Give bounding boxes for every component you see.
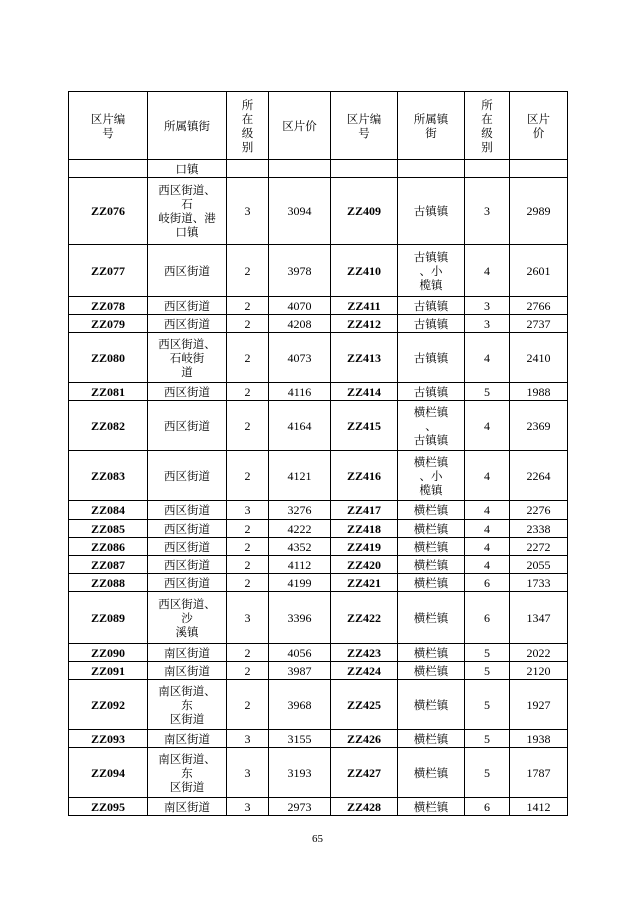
level-cell: 3 — [227, 798, 269, 816]
town-cell-2: 横栏镇 — [398, 556, 465, 574]
zone-id-cell: ZZ092 — [69, 680, 148, 730]
header-level-2: 所 在 级 别 — [465, 92, 510, 160]
town-cell: 南区街道 — [148, 730, 227, 748]
zone-id-cell: ZZ080 — [69, 333, 148, 383]
level-cell: 2 — [227, 556, 269, 574]
town-cell-2: 横栏镇 — [398, 662, 465, 680]
level-cell: 2 — [227, 451, 269, 501]
zone-id-cell: ZZ077 — [69, 245, 148, 297]
table-row — [69, 556, 568, 574]
price-cell-2: 2766 — [510, 297, 568, 315]
price-cell: 4199 — [269, 574, 331, 592]
zone-id-cell-2: ZZ420 — [331, 556, 398, 574]
zone-id-cell-2: ZZ422 — [331, 592, 398, 644]
zone-id-cell-2: ZZ423 — [331, 644, 398, 662]
continuation-cell — [269, 160, 331, 178]
price-cell: 2973 — [269, 798, 331, 816]
price-cell-2: 2338 — [510, 520, 568, 538]
zone-id-cell-2: ZZ418 — [331, 520, 398, 538]
level-cell: 2 — [227, 680, 269, 730]
zone-id-cell: ZZ087 — [69, 556, 148, 574]
price-cell: 4116 — [269, 383, 331, 401]
level-cell: 2 — [227, 644, 269, 662]
town-cell-2: 横栏镇 — [398, 798, 465, 816]
price-cell-2: 2369 — [510, 401, 568, 451]
table-row — [69, 748, 568, 798]
price-cell: 3193 — [269, 748, 331, 798]
town-cell: 西区街道 — [148, 574, 227, 592]
town-cell-2: 古镇镇 — [398, 333, 465, 383]
level-cell: 2 — [227, 520, 269, 538]
price-cell: 4073 — [269, 333, 331, 383]
level-cell-2: 5 — [465, 730, 510, 748]
price-cell-2: 1988 — [510, 383, 568, 401]
price-cell: 3276 — [269, 501, 331, 520]
price-cell-2: 2601 — [510, 245, 568, 297]
price-cell: 4164 — [269, 401, 331, 451]
zone-id-cell-2: ZZ414 — [331, 383, 398, 401]
table-row — [69, 401, 568, 451]
table-row — [69, 662, 568, 680]
table-row — [69, 574, 568, 592]
zone-id-cell-2: ZZ411 — [331, 297, 398, 315]
town-cell-2: 古镇镇 — [398, 297, 465, 315]
level-cell-2: 4 — [465, 245, 510, 297]
price-cell: 4208 — [269, 315, 331, 333]
town-cell: 西区街道 — [148, 556, 227, 574]
price-cell-2: 2264 — [510, 451, 568, 501]
zone-id-cell: ZZ093 — [69, 730, 148, 748]
town-cell: 西区街道 — [148, 401, 227, 451]
level-cell: 2 — [227, 538, 269, 556]
level-cell-2: 6 — [465, 574, 510, 592]
price-cell-2: 1787 — [510, 748, 568, 798]
town-cell: 南区街道 — [148, 798, 227, 816]
town-cell: 西区街道 — [148, 315, 227, 333]
town-cell: 西区街道、 石 岐街道、港 口镇 — [148, 178, 227, 245]
town-cell-2: 古镇镇 — [398, 178, 465, 245]
header-zone-id-2: 区片编 号 — [331, 92, 398, 160]
price-cell: 3094 — [269, 178, 331, 245]
header-level: 所 在 级 别 — [227, 92, 269, 160]
price-cell-2: 2120 — [510, 662, 568, 680]
continuation-row — [69, 160, 568, 178]
zone-id-cell: ZZ085 — [69, 520, 148, 538]
level-cell: 3 — [227, 730, 269, 748]
town-cell-2: 横栏镇 — [398, 538, 465, 556]
zone-id-cell-2: ZZ416 — [331, 451, 398, 501]
header-town-2: 所属镇 街 — [398, 92, 465, 160]
zone-id-cell: ZZ094 — [69, 748, 148, 798]
town-cell: 西区街道 — [148, 451, 227, 501]
level-cell: 2 — [227, 297, 269, 315]
table-row — [69, 798, 568, 816]
price-cell: 3155 — [269, 730, 331, 748]
zone-id-cell: ZZ090 — [69, 644, 148, 662]
table-row — [69, 297, 568, 315]
level-cell: 3 — [227, 748, 269, 798]
town-cell: 南区街道 — [148, 644, 227, 662]
zone-id-cell-2: ZZ426 — [331, 730, 398, 748]
level-cell: 3 — [227, 592, 269, 644]
level-cell-2: 5 — [465, 680, 510, 730]
continuation-town: 口镇 — [148, 160, 227, 178]
price-cell-2: 2022 — [510, 644, 568, 662]
level-cell-2: 3 — [465, 297, 510, 315]
town-cell-2: 古镇镇 、小 榄镇 — [398, 245, 465, 297]
price-cell-2: 2989 — [510, 178, 568, 245]
price-cell-2: 2055 — [510, 556, 568, 574]
header-price: 区片价 — [269, 92, 331, 160]
table-row — [69, 644, 568, 662]
table-row — [69, 333, 568, 383]
price-cell-2: 2276 — [510, 501, 568, 520]
level-cell: 2 — [227, 662, 269, 680]
zone-id-cell: ZZ084 — [69, 501, 148, 520]
header-price-2: 区片 价 — [510, 92, 568, 160]
land-price-table — [68, 91, 568, 816]
price-cell-2: 2737 — [510, 315, 568, 333]
zone-id-cell-2: ZZ428 — [331, 798, 398, 816]
zone-id-cell: ZZ086 — [69, 538, 148, 556]
level-cell: 2 — [227, 574, 269, 592]
town-cell-2: 横栏镇 — [398, 680, 465, 730]
continuation-cell — [510, 160, 568, 178]
town-cell: 南区街道、 东 区街道 — [148, 748, 227, 798]
zone-id-cell: ZZ089 — [69, 592, 148, 644]
price-cell: 3396 — [269, 592, 331, 644]
zone-id-cell: ZZ078 — [69, 297, 148, 315]
town-cell-2: 横栏镇 — [398, 592, 465, 644]
level-cell: 3 — [227, 178, 269, 245]
continuation-cell — [331, 160, 398, 178]
zone-id-cell: ZZ083 — [69, 451, 148, 501]
level-cell: 3 — [227, 501, 269, 520]
table-row — [69, 501, 568, 520]
town-cell: 西区街道 — [148, 383, 227, 401]
table-row — [69, 245, 568, 297]
continuation-cell — [465, 160, 510, 178]
price-cell: 3978 — [269, 245, 331, 297]
continuation-cell — [227, 160, 269, 178]
zone-id-cell-2: ZZ412 — [331, 315, 398, 333]
price-cell: 3968 — [269, 680, 331, 730]
price-cell: 4070 — [269, 297, 331, 315]
town-cell-2: 横栏镇 — [398, 501, 465, 520]
level-cell-2: 5 — [465, 644, 510, 662]
zone-id-cell: ZZ081 — [69, 383, 148, 401]
level-cell-2: 4 — [465, 401, 510, 451]
level-cell-2: 3 — [465, 315, 510, 333]
table-row — [69, 315, 568, 333]
table-row — [69, 730, 568, 748]
price-cell-2: 2410 — [510, 333, 568, 383]
price-cell-2: 2272 — [510, 538, 568, 556]
town-cell-2: 古镇镇 — [398, 315, 465, 333]
level-cell: 2 — [227, 245, 269, 297]
continuation-cell — [69, 160, 148, 178]
level-cell-2: 4 — [465, 538, 510, 556]
town-cell-2: 横栏镇 — [398, 520, 465, 538]
town-cell-2: 横栏镇 、小 榄镇 — [398, 451, 465, 501]
price-cell: 4222 — [269, 520, 331, 538]
town-cell: 南区街道 — [148, 662, 227, 680]
zone-id-cell-2: ZZ419 — [331, 538, 398, 556]
level-cell-2: 5 — [465, 383, 510, 401]
town-cell-2: 古镇镇 — [398, 383, 465, 401]
price-cell: 4056 — [269, 644, 331, 662]
table-row — [69, 592, 568, 644]
price-cell: 3987 — [269, 662, 331, 680]
town-cell-2: 横栏镇 — [398, 748, 465, 798]
zone-id-cell-2: ZZ427 — [331, 748, 398, 798]
level-cell-2: 3 — [465, 178, 510, 245]
zone-id-cell: ZZ095 — [69, 798, 148, 816]
town-cell-2: 横栏镇 — [398, 730, 465, 748]
town-cell: 南区街道、 东 区街道 — [148, 680, 227, 730]
level-cell-2: 4 — [465, 501, 510, 520]
price-cell: 4352 — [269, 538, 331, 556]
level-cell-2: 4 — [465, 556, 510, 574]
level-cell: 2 — [227, 315, 269, 333]
table-body — [69, 160, 568, 816]
price-cell-2: 1733 — [510, 574, 568, 592]
zone-id-cell: ZZ082 — [69, 401, 148, 451]
table-row — [69, 178, 568, 245]
level-cell-2: 4 — [465, 333, 510, 383]
level-cell: 2 — [227, 401, 269, 451]
town-cell: 西区街道、 石岐街 道 — [148, 333, 227, 383]
table-row — [69, 383, 568, 401]
level-cell-2: 4 — [465, 520, 510, 538]
table-row — [69, 451, 568, 501]
zone-id-cell-2: ZZ417 — [331, 501, 398, 520]
zone-id-cell-2: ZZ409 — [331, 178, 398, 245]
level-cell-2: 5 — [465, 662, 510, 680]
continuation-cell — [398, 160, 465, 178]
town-cell: 西区街道 — [148, 297, 227, 315]
zone-id-cell-2: ZZ421 — [331, 574, 398, 592]
zone-id-cell: ZZ091 — [69, 662, 148, 680]
header-town: 所属镇街 — [148, 92, 227, 160]
level-cell-2: 5 — [465, 748, 510, 798]
price-cell-2: 1412 — [510, 798, 568, 816]
price-cell: 4121 — [269, 451, 331, 501]
table-row — [69, 680, 568, 730]
level-cell-2: 4 — [465, 451, 510, 501]
zone-id-cell-2: ZZ425 — [331, 680, 398, 730]
town-cell: 西区街道 — [148, 245, 227, 297]
town-cell: 西区街道 — [148, 520, 227, 538]
zone-id-cell: ZZ076 — [69, 178, 148, 245]
town-cell: 西区街道 — [148, 501, 227, 520]
level-cell-2: 6 — [465, 798, 510, 816]
price-cell-2: 1347 — [510, 592, 568, 644]
town-cell: 西区街道、 沙 溪镇 — [148, 592, 227, 644]
table-row — [69, 520, 568, 538]
price-cell: 4112 — [269, 556, 331, 574]
page-number: 65 — [312, 833, 323, 845]
town-cell-2: 横栏镇 — [398, 644, 465, 662]
zone-id-cell: ZZ088 — [69, 574, 148, 592]
zone-id-cell-2: ZZ410 — [331, 245, 398, 297]
table-row — [69, 538, 568, 556]
town-cell-2: 横栏镇 、 古镇镇 — [398, 401, 465, 451]
zone-id-cell-2: ZZ415 — [331, 401, 398, 451]
price-cell-2: 1927 — [510, 680, 568, 730]
level-cell: 2 — [227, 383, 269, 401]
price-cell-2: 1938 — [510, 730, 568, 748]
zone-id-cell: ZZ079 — [69, 315, 148, 333]
town-cell: 西区街道 — [148, 538, 227, 556]
zone-id-cell-2: ZZ413 — [331, 333, 398, 383]
header-zone-id: 区片编 号 — [69, 92, 148, 160]
level-cell: 2 — [227, 333, 269, 383]
town-cell-2: 横栏镇 — [398, 574, 465, 592]
table-header-row — [69, 92, 568, 160]
level-cell-2: 6 — [465, 592, 510, 644]
zone-id-cell-2: ZZ424 — [331, 662, 398, 680]
